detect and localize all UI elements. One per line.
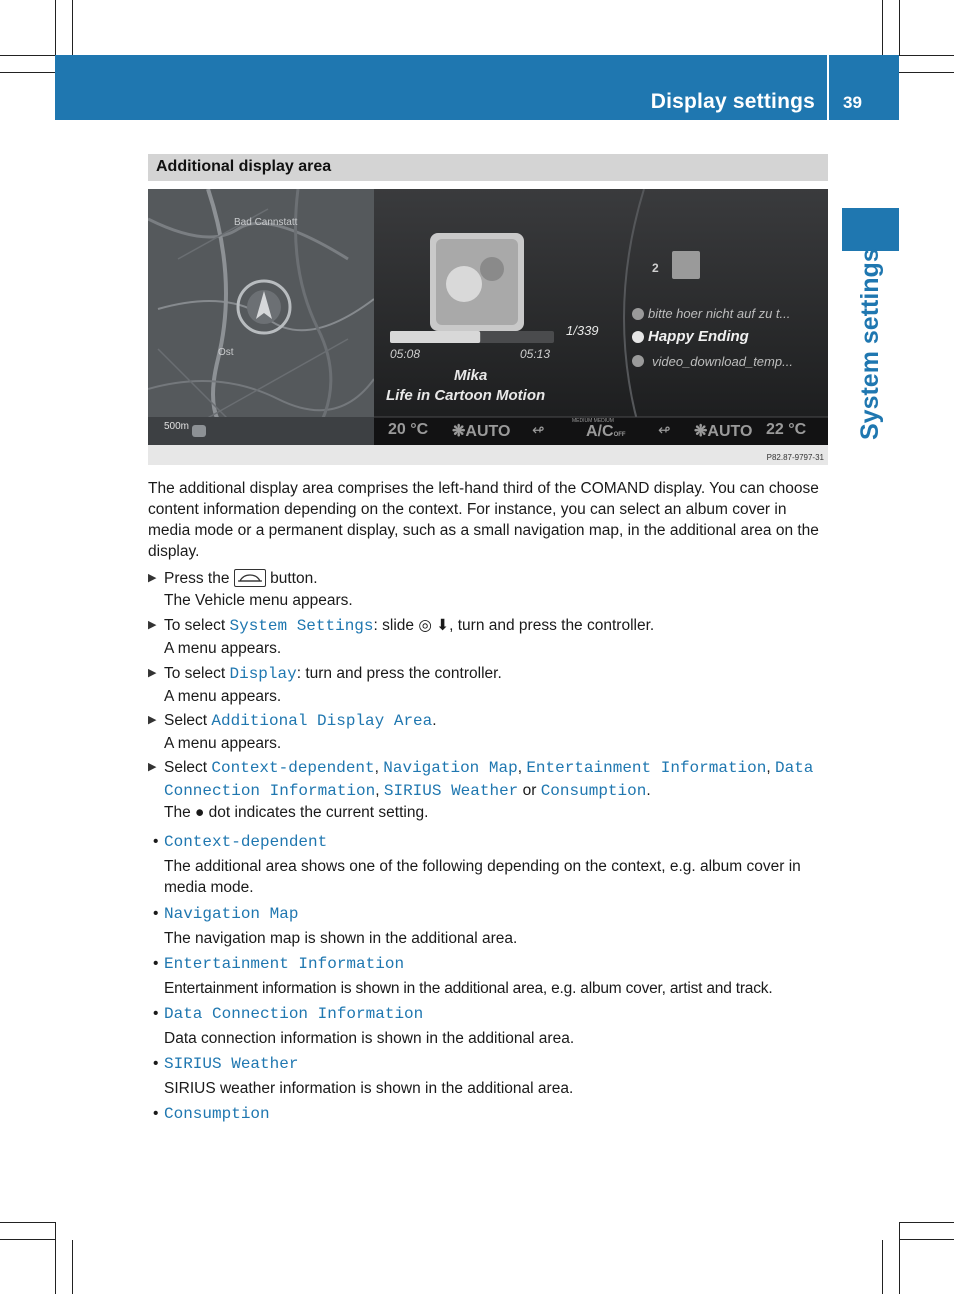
page-number: 39 xyxy=(843,93,862,112)
album-title: Life in Cartoon Motion xyxy=(386,387,546,404)
step-result: The Vehicle menu appears. xyxy=(164,591,353,609)
step-arrow-icon: ▶ xyxy=(148,619,157,631)
track-item: bitte hoer nicht auf zu t... xyxy=(648,306,791,321)
vehicle-button-icon xyxy=(234,569,266,587)
step-arrow-icon: ▶ xyxy=(148,714,157,726)
option-desc: Data connection information is shown in the additional area. xyxy=(164,1029,575,1047)
track-count: 1/339 xyxy=(566,323,599,338)
option-title: SIRIUS Weather xyxy=(164,1055,299,1073)
option-sirius-weather xyxy=(148,1053,830,1099)
or-text: or xyxy=(522,781,537,799)
fan-level-label: MEDIUM MEDIUM xyxy=(572,418,614,424)
climate-right-temp: 22 °C xyxy=(766,421,807,438)
step-2 xyxy=(148,615,830,659)
option-context-dependent xyxy=(148,831,830,899)
option-data-connection-information xyxy=(148,1003,830,1049)
bullet: • xyxy=(153,1055,159,1072)
crop-mark xyxy=(882,1240,883,1294)
bullet: • xyxy=(153,833,159,850)
option-name: Data Connection Information xyxy=(164,759,814,800)
crop-mark xyxy=(899,1222,900,1294)
step-result: The ● dot indicates the current setting. xyxy=(164,804,429,821)
crop-mark xyxy=(0,1239,56,1240)
crop-mark xyxy=(899,0,900,56)
climate-ac xyxy=(586,423,626,441)
step-arrow-icon: ▶ xyxy=(148,761,157,773)
page-header xyxy=(55,55,899,120)
option-name: Context-dependent xyxy=(211,759,375,777)
step-text: To select xyxy=(164,665,226,682)
crop-mark xyxy=(899,55,954,56)
track-number: 2 xyxy=(652,261,659,275)
artist-name: Mika xyxy=(454,367,488,384)
track-item: video_download_temp... xyxy=(652,354,793,369)
option-title: Entertainment Information xyxy=(164,955,405,973)
step-result: A menu appears. xyxy=(164,734,282,752)
step-1 xyxy=(148,568,830,611)
map-place-label: Ost xyxy=(218,347,234,358)
step-result: A menu appears. xyxy=(164,687,282,705)
step-text: : slide ◎ ⬇, turn and press the controller. xyxy=(373,617,655,634)
separator: , xyxy=(374,759,379,776)
step-arrow-icon: ▶ xyxy=(148,572,157,584)
option-name: Navigation Map xyxy=(383,759,518,777)
bullet: • xyxy=(153,1005,159,1022)
section-heading xyxy=(148,154,828,181)
option-name: Entertainment Information xyxy=(526,759,767,777)
separator: , xyxy=(517,759,522,776)
bullet: • xyxy=(153,955,159,972)
chapter-label: System settings xyxy=(856,248,884,440)
separator: , xyxy=(375,781,380,799)
map-place-label: Bad Cannstatt xyxy=(234,217,298,228)
crop-mark xyxy=(0,72,56,73)
step-text: . xyxy=(432,712,437,729)
crop-mark xyxy=(0,55,56,56)
fan-icon: ❋ xyxy=(694,423,708,440)
step-5 xyxy=(148,757,830,824)
seat-icon: ↫ xyxy=(532,422,545,439)
step-text: Press the xyxy=(164,570,230,587)
climate-right-auto-label: AUTO xyxy=(707,423,753,440)
option-navigation-map xyxy=(148,903,830,949)
map-scale: 500m xyxy=(164,421,190,432)
navigation-map xyxy=(148,189,374,445)
option-entertainment-information xyxy=(148,953,830,999)
crop-mark xyxy=(899,1222,954,1223)
progress-bar-fill xyxy=(390,331,480,343)
option-desc: The navigation map is shown in the additional area. xyxy=(164,929,518,947)
option-title: Navigation Map xyxy=(164,905,299,923)
step-text: Select xyxy=(164,712,208,729)
option-desc: Entertainment information is shown in the additional area, e.g. album cover, artist and track. xyxy=(164,979,773,997)
climate-left-auto-label: AUTO xyxy=(465,423,511,440)
crop-mark xyxy=(0,1222,56,1223)
crop-mark xyxy=(72,0,73,56)
media-display xyxy=(374,189,828,445)
crop-mark xyxy=(55,1222,56,1294)
total-time: 05:13 xyxy=(520,347,551,361)
intro-paragraph: The additional display area comprises the left-hand third of the COMAND display. You can choose content information depending on the context. For instance, you can select an album cover in media mode or a permanent display, such as a small navigation map, in the additional area on the display. xyxy=(148,480,819,560)
seat-icon: ↫ xyxy=(658,422,671,439)
step-text: button. xyxy=(270,570,318,587)
menu-item-system-settings: System Settings xyxy=(229,617,374,635)
step-result: A menu appears. xyxy=(164,639,282,657)
option-title: Consumption xyxy=(164,1105,270,1123)
crop-mark xyxy=(899,1239,954,1240)
step-text: Select xyxy=(164,759,208,776)
bullet: • xyxy=(153,905,159,922)
menu-item-additional-display-area: Additional Display Area xyxy=(211,712,433,730)
chapter-tab xyxy=(842,208,899,251)
crop-mark xyxy=(899,72,954,73)
display-figure xyxy=(148,189,828,465)
bullet: • xyxy=(153,1105,159,1122)
header-divider xyxy=(827,55,829,120)
step-text: To select xyxy=(164,617,226,634)
step-text: : turn and press the controller. xyxy=(296,665,502,682)
step-arrow-icon: ▶ xyxy=(148,667,157,679)
climate-ac-label: A/C xyxy=(586,423,614,440)
track-item-current: Happy Ending xyxy=(648,328,749,345)
end-punct: . xyxy=(646,781,651,799)
elapsed-time: 05:08 xyxy=(390,347,421,361)
option-desc: SIRIUS weather information is shown in the additional area. xyxy=(164,1079,574,1097)
climate-left-temp: 20 °C xyxy=(388,421,429,438)
option-name: Consumption xyxy=(540,781,647,800)
climate-right-auto xyxy=(694,421,752,441)
crop-mark xyxy=(72,1240,73,1294)
step-4 xyxy=(148,710,830,754)
option-title: Context-dependent xyxy=(164,833,328,851)
option-title: Data Connection Information xyxy=(164,1005,424,1023)
crop-mark xyxy=(55,0,56,56)
crop-mark xyxy=(882,0,883,56)
page-title: Display settings xyxy=(650,90,815,113)
option-name: SIRIUS Weather xyxy=(383,781,519,800)
figure-code: P82.87-9797-31 xyxy=(766,453,824,462)
climate-ac-sub: OFF xyxy=(613,432,626,438)
fan-icon: ❋ xyxy=(452,423,466,440)
separator: , xyxy=(766,759,771,776)
menu-item-display: Display xyxy=(229,665,297,683)
step-3 xyxy=(148,663,830,707)
section-title: Additional display area xyxy=(156,158,332,175)
option-consumption xyxy=(148,1103,830,1126)
option-desc: The additional area shows one of the following depending on the context, e.g. album cover in media mode. xyxy=(164,857,801,896)
climate-left-auto xyxy=(452,421,510,441)
